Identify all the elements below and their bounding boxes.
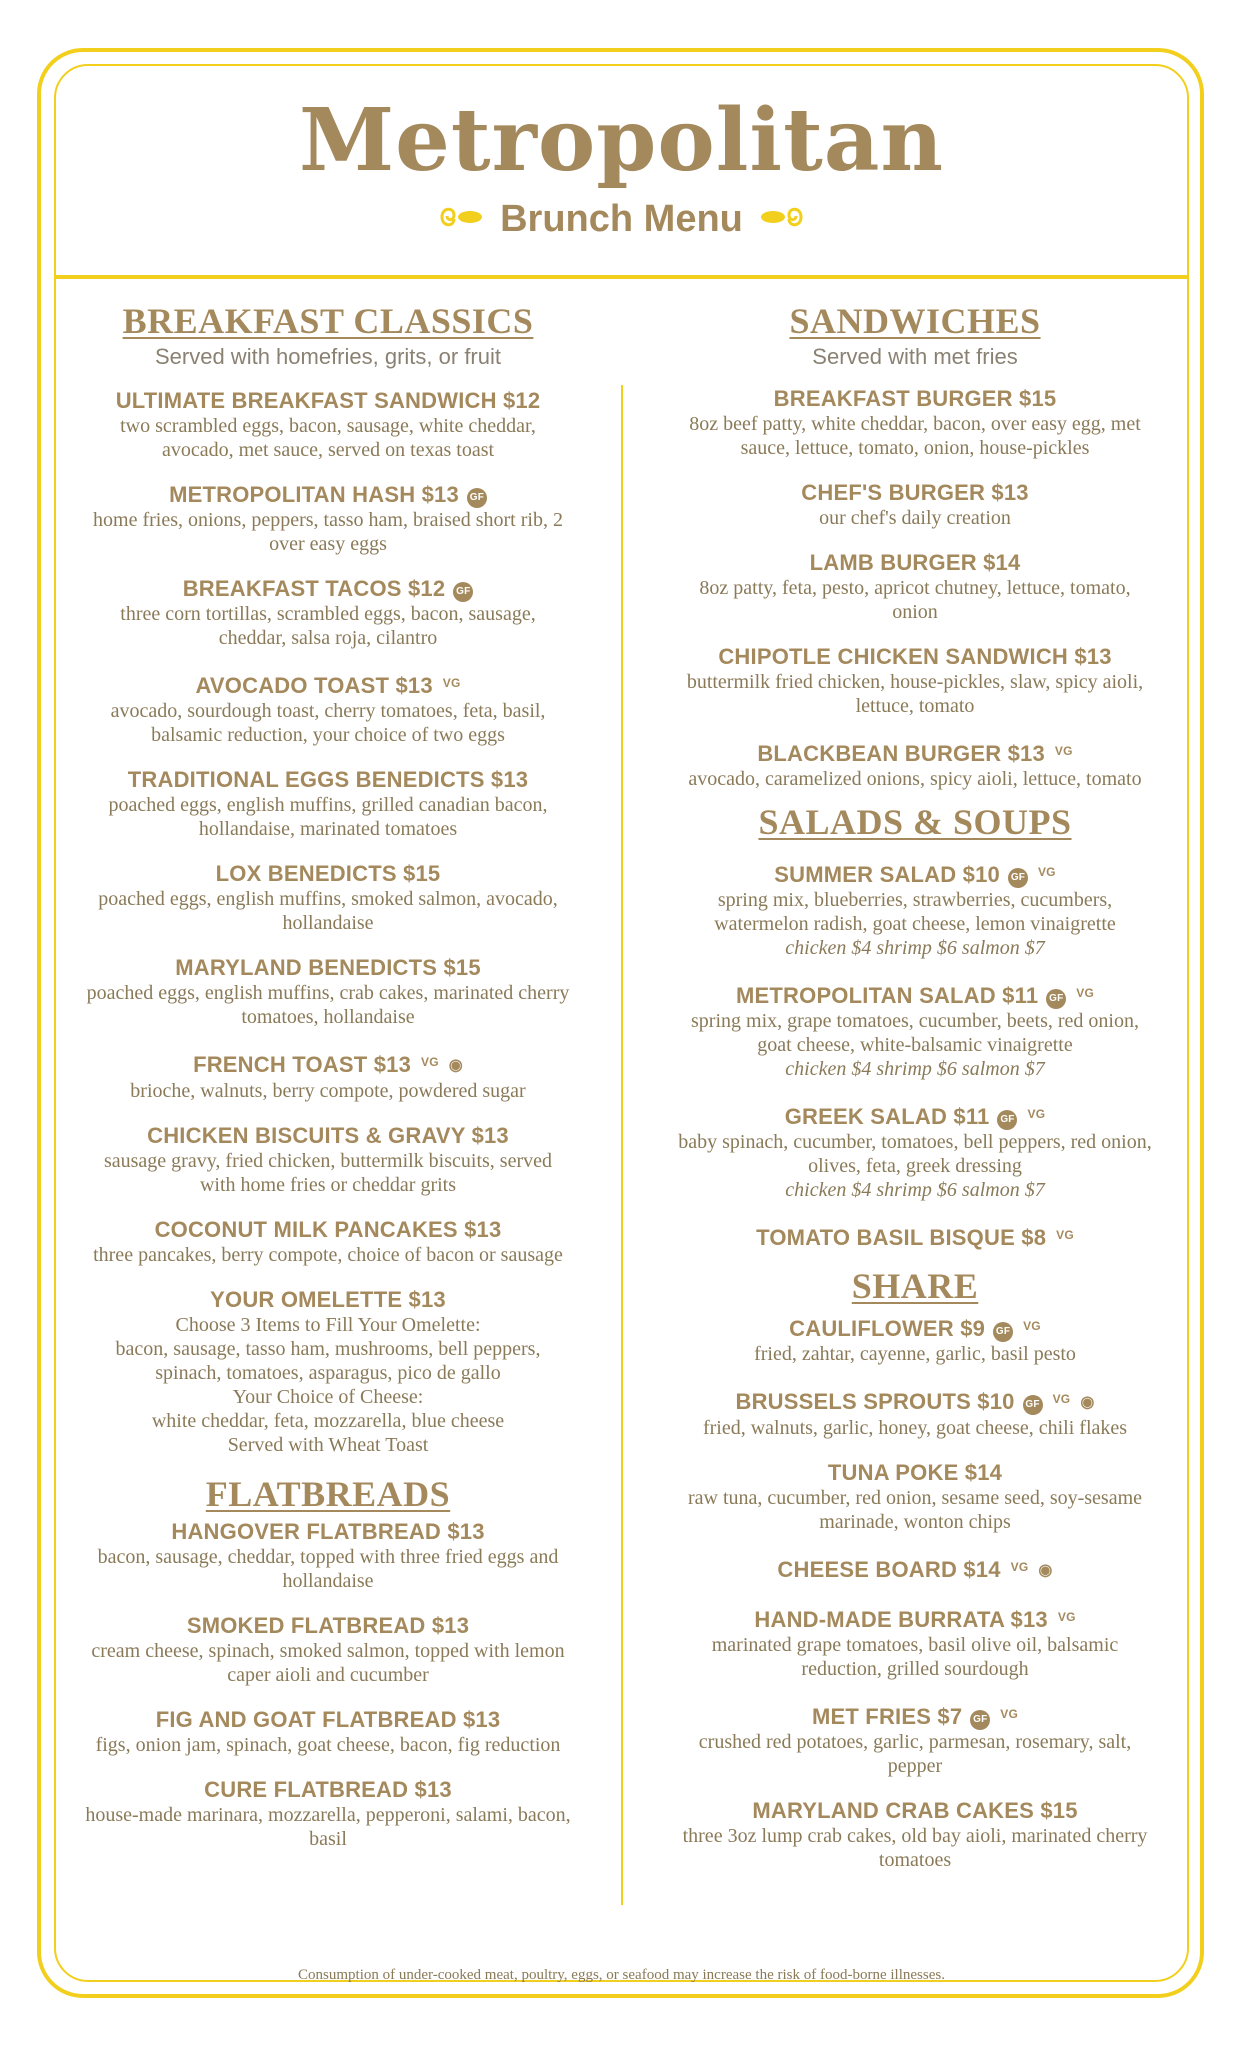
item-desc: 8oz patty, feta, pesto, apricot chutney, lettuce, tomato, onion bbox=[699, 577, 1131, 623]
menu-item bbox=[675, 980, 1155, 1081]
item-name: CAULIFLOWER $9 bbox=[789, 1316, 986, 1341]
vg-badge-icon: VG bbox=[442, 676, 461, 690]
menu-item bbox=[85, 767, 571, 841]
section-flatbreads bbox=[85, 1473, 571, 1851]
menu-item bbox=[85, 1777, 571, 1851]
item-desc: fried, walnuts, garlic, honey, goat cheese, chili flakes bbox=[702, 1417, 1128, 1439]
section-salads bbox=[675, 801, 1155, 1251]
item-desc: two scrambled eggs, bacon, sausage, white cheddar, avocado, met sauce, served on texas toast bbox=[120, 415, 536, 461]
item-name: LAMB BURGER $14 bbox=[809, 550, 1021, 575]
item-name: BREAKFAST BURGER $15 bbox=[773, 386, 1057, 411]
item-desc: spring mix, blueberries, strawberries, cucumbers, watermelon radish, goat cheese, lemon vinaigrette bbox=[714, 889, 1116, 935]
item-desc: avocado, caramelized onions, spicy aioli, lettuce, tomato bbox=[688, 768, 1142, 790]
column-divider bbox=[621, 385, 623, 1905]
gf-badge-icon: GF bbox=[453, 582, 473, 602]
menu-item bbox=[85, 955, 571, 1029]
item-name: MARYLAND BENEDICTS $15 bbox=[175, 955, 481, 980]
vg-badge-icon: VG bbox=[1023, 1319, 1041, 1333]
right-column bbox=[675, 300, 1155, 1872]
item-desc: 8oz beef patty, white cheddar, bacon, over easy egg, met sauce, lettuce, tomato, onion, house-pickles bbox=[689, 413, 1141, 459]
item-desc: buttermilk fried chicken, house-pickles, slaw, spicy aioli, lettuce, tomato bbox=[686, 671, 1144, 717]
item-name: METROPOLITAN HASH $13 bbox=[169, 482, 459, 507]
gf-badge-icon: GF bbox=[467, 488, 487, 508]
item-name: HAND-MADE BURRATA $13 bbox=[754, 1607, 1048, 1632]
item-name: CHEF'S BURGER $13 bbox=[801, 480, 1029, 505]
vg-badge-icon: VG bbox=[1037, 865, 1056, 879]
item-name: METROPOLITAN SALAD $11 bbox=[736, 983, 1039, 1008]
menu-item bbox=[85, 1287, 571, 1457]
section-share bbox=[675, 1265, 1155, 1872]
section-note: Served with homefries, grits, or fruit bbox=[154, 344, 501, 369]
section-note: Served with met fries bbox=[812, 344, 1018, 369]
ornament-left-icon bbox=[438, 202, 484, 237]
item-desc: Your Choice of Cheese: bbox=[232, 1386, 424, 1408]
section-title: BREAKFAST CLASSICS bbox=[122, 301, 534, 341]
header-divider bbox=[54, 275, 1189, 279]
item-name: FRENCH TOAST $13 bbox=[193, 1052, 412, 1077]
menu-item bbox=[85, 1707, 571, 1757]
item-desc: bacon, sausage, tasso ham, mushrooms, bell peppers, spinach, tomatoes, asparagus, pico de gallo bbox=[115, 1338, 541, 1384]
item-desc: three pancakes, berry compote, choice of bacon or sausage bbox=[93, 1244, 563, 1266]
menu-item bbox=[675, 1386, 1155, 1440]
item-desc: avocado, sourdough toast, cherry tomatoes, feta, basil, balsamic reduction, your choice of two eggs bbox=[110, 700, 546, 746]
item-name: MARYLAND CRAB CAKES $15 bbox=[752, 1798, 1078, 1823]
menu-item bbox=[85, 576, 571, 650]
menu-item bbox=[675, 1101, 1155, 1202]
item-desc: three corn tortillas, scrambled eggs, bacon, sausage, cheddar, salsa roja, cilantro bbox=[120, 603, 536, 649]
section-title: FLATBREADS bbox=[205, 1474, 451, 1514]
item-name: CHEESE BOARD $14 bbox=[777, 1557, 1001, 1582]
item-desc: our chef's daily creation bbox=[819, 507, 1011, 529]
vg-badge-icon: VG bbox=[1000, 1707, 1019, 1721]
menu-item bbox=[675, 859, 1155, 960]
menu-item bbox=[85, 482, 571, 556]
menu-item bbox=[675, 550, 1155, 624]
menu-item bbox=[675, 1554, 1155, 1584]
menu-item bbox=[85, 1049, 571, 1103]
vg-badge-icon: VG bbox=[1057, 1610, 1076, 1624]
menu-item bbox=[675, 644, 1155, 718]
menu-item bbox=[85, 1613, 571, 1687]
item-name: COCONUT MILK PANCAKES $13 bbox=[154, 1217, 502, 1242]
menu-item bbox=[85, 388, 571, 462]
nut-icon: ◉ bbox=[1038, 1562, 1053, 1579]
item-name: GREEK SALAD $11 bbox=[784, 1104, 990, 1129]
vg-badge-icon: VG bbox=[1010, 1560, 1029, 1574]
menu-item bbox=[675, 1222, 1155, 1251]
item-name: YOUR OMELETTE $13 bbox=[210, 1287, 446, 1312]
item-name: BLACKBEAN BURGER $13 bbox=[757, 741, 1045, 766]
item-desc: poached eggs, english muffins, grilled canadian bacon, hollandaise, marinated tomatoes bbox=[108, 794, 548, 840]
food-safety-disclaimer: Consumption of under-cooked meat, poultry, eggs, or seafood may increase the risk of food-borne illnesses. bbox=[298, 1967, 945, 1983]
item-name: BRUSSELS SPROUTS $10 bbox=[735, 1389, 1015, 1414]
item-name: TRADITIONAL EGGS BENEDICTS $13 bbox=[127, 767, 529, 792]
item-desc: raw tuna, cucumber, red onion, sesame seed, soy-sesame marinade, wonton chips bbox=[687, 1487, 1143, 1533]
item-name: MET FRIES $7 bbox=[811, 1704, 963, 1729]
menu-item bbox=[675, 1604, 1155, 1681]
vg-badge-icon: VG bbox=[421, 1055, 439, 1069]
item-desc: house-made marinara, mozzarella, pepperoni, salami, bacon, basil bbox=[85, 1804, 571, 1850]
menu-subtitle-row bbox=[0, 198, 1243, 241]
item-name: CHICKEN BISCUITS & GRAVY $13 bbox=[147, 1123, 509, 1148]
gf-badge-icon: GF bbox=[993, 1322, 1013, 1342]
item-desc: white cheddar, feta, mozzarella, blue cheese bbox=[151, 1410, 505, 1432]
item-addons: chicken $4 shrimp $6 salmon $7 bbox=[785, 1058, 1045, 1080]
vg-badge-icon: VG bbox=[1052, 1392, 1071, 1406]
item-name: SUMMER SALAD $10 bbox=[774, 862, 1000, 887]
vg-badge-icon: VG bbox=[1076, 986, 1094, 1000]
item-desc: brioche, walnuts, berry compote, powdered sugar bbox=[130, 1080, 526, 1102]
vg-badge-icon: VG bbox=[1027, 1107, 1046, 1121]
item-desc: cream cheese, spinach, smoked salmon, topped with lemon caper aioli and cucumber bbox=[91, 1640, 565, 1686]
item-addons: chicken $4 shrimp $6 salmon $7 bbox=[785, 937, 1045, 959]
item-name: BREAKFAST TACOS $12 bbox=[182, 576, 446, 601]
left-column bbox=[85, 300, 571, 1851]
item-name: HANGOVER FLATBREAD $13 bbox=[171, 1519, 485, 1544]
item-desc: sausage gravy, fried chicken, buttermilk biscuits, served with home fries or cheddar grits bbox=[103, 1150, 552, 1196]
section-breakfast bbox=[85, 300, 571, 1457]
restaurant-title: Metropolitan bbox=[298, 90, 945, 191]
menu-item bbox=[85, 670, 571, 747]
gf-badge-icon: GF bbox=[1008, 868, 1028, 888]
item-name: FIG AND GOAT FLATBREAD $13 bbox=[155, 1707, 501, 1732]
gf-badge-icon: GF bbox=[997, 1110, 1017, 1130]
menu-item bbox=[85, 861, 571, 935]
item-desc: fried, zahtar, cayenne, garlic, basil pesto bbox=[754, 1343, 1076, 1365]
menu-item bbox=[85, 1123, 571, 1197]
gf-badge-icon: GF bbox=[970, 1710, 990, 1730]
item-name: ULTIMATE BREAKFAST SANDWICH $12 bbox=[115, 388, 541, 413]
menu-item bbox=[675, 480, 1155, 530]
gf-badge-icon: GF bbox=[1046, 989, 1066, 1009]
item-name: SMOKED FLATBREAD $13 bbox=[186, 1613, 470, 1638]
item-desc: marinated grape tomatoes, basil olive oil, balsamic reduction, grilled sourdough bbox=[711, 1634, 1119, 1680]
item-name: CHIPOTLE CHICKEN SANDWICH $13 bbox=[718, 644, 1112, 669]
item-addons: chicken $4 shrimp $6 salmon $7 bbox=[785, 1179, 1045, 1201]
item-desc: spring mix, grape tomatoes, cucumber, beets, red onion, goat cheese, white-balsamic vinaigrette bbox=[691, 1010, 1139, 1056]
section-title: SANDWICHES bbox=[789, 301, 1041, 341]
item-name: LOX BENEDICTS $15 bbox=[215, 861, 441, 886]
item-desc: poached eggs, english muffins, smoked salmon, avocado, hollandaise bbox=[98, 888, 558, 934]
menu-item bbox=[675, 1798, 1155, 1872]
menu-item bbox=[675, 386, 1155, 460]
menu-item bbox=[675, 1460, 1155, 1534]
menu-subtitle: Brunch Menu bbox=[500, 198, 743, 240]
item-name: TOMATO BASIL BISQUE $8 bbox=[756, 1225, 1047, 1250]
section-title: SHARE bbox=[851, 1266, 979, 1306]
item-desc: poached eggs, english muffins, crab cakes, marinated cherry tomatoes, hollandaise bbox=[86, 982, 570, 1028]
item-desc: figs, onion jam, spinach, goat cheese, bacon, fig reduction bbox=[95, 1734, 561, 1756]
menu-item bbox=[675, 1701, 1155, 1778]
item-desc: home fries, onions, peppers, tasso ham, braised short rib, 2 over easy eggs bbox=[93, 509, 563, 555]
item-desc: Served with Wheat Toast bbox=[227, 1434, 429, 1456]
item-desc: Choose 3 Items to Fill Your Omelette: bbox=[175, 1314, 481, 1336]
vg-badge-icon: VG bbox=[1056, 1228, 1074, 1242]
item-name: AVOCADO TOAST $13 bbox=[195, 673, 433, 698]
nut-icon: ◉ bbox=[1080, 1394, 1095, 1411]
item-desc: three 3oz lump crab cakes, old bay aioli, marinated cherry tomatoes bbox=[682, 1825, 1148, 1871]
menu-item bbox=[85, 1519, 571, 1593]
menu-item bbox=[675, 1313, 1155, 1366]
menu-item bbox=[85, 1217, 571, 1267]
nut-icon: ◉ bbox=[448, 1057, 463, 1074]
item-desc: bacon, sausage, cheddar, topped with three fried eggs and hollandaise bbox=[97, 1546, 559, 1592]
item-desc: baby spinach, cucumber, tomatoes, bell peppers, red onion, olives, feta, greek dressing bbox=[678, 1131, 1152, 1177]
item-name: TUNA POKE $14 bbox=[827, 1460, 1003, 1485]
section-sandwiches bbox=[675, 300, 1155, 791]
gf-badge-icon: GF bbox=[1023, 1395, 1043, 1415]
item-desc: crushed red potatoes, garlic, parmesan, rosemary, salt, pepper bbox=[698, 1731, 1132, 1777]
section-title: SALADS & SOUPS bbox=[758, 802, 1072, 842]
ornament-right-icon bbox=[759, 202, 805, 237]
menu-item bbox=[675, 738, 1155, 791]
vg-badge-icon: VG bbox=[1054, 744, 1073, 758]
item-name: CURE FLATBREAD $13 bbox=[204, 1777, 452, 1802]
